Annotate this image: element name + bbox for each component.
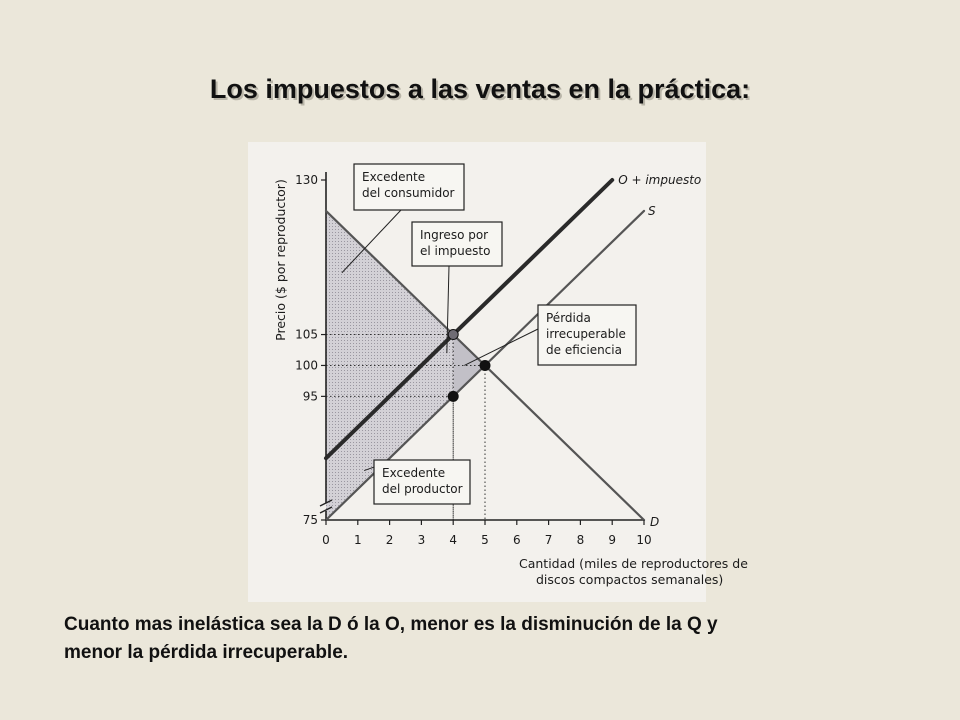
deadweight-loss-box-leader [464, 329, 538, 365]
y-axis-label: Precio ($ por reproductor) [273, 179, 288, 341]
deadweight-loss-box-text-2: irrecuperable [546, 327, 626, 341]
producer-surplus-box [364, 460, 470, 504]
deadweight-loss-box [464, 305, 636, 365]
curve-label-o-impuesto: O + impuesto [618, 173, 702, 187]
x-tick-label-10: 10 [636, 533, 652, 547]
x-tick-label-1: 1 [353, 533, 362, 547]
producer-surplus-box-text-2: del productor [382, 482, 463, 496]
tax-chart-svg [248, 142, 748, 602]
y-tick-label-100: 100 [295, 358, 318, 373]
y-tick-label-75: 75 [302, 513, 318, 527]
no-tax-equilibrium-point [480, 360, 490, 370]
x-axis-label-line2: discos compactos semanales) [536, 572, 724, 587]
deadweight-loss-box-text-1: Pérdida [546, 311, 591, 325]
x-tick-label-4: 4 [449, 533, 458, 547]
tax-revenue-box-text-2: el impuesto [420, 244, 491, 258]
y-tick-label-105: 105 [295, 327, 318, 342]
tax-equilibrium-point [448, 330, 458, 340]
deadweight-loss-box-text-3: de eficiencia [546, 343, 622, 357]
producer-surplus-box-text-1: Excedente [382, 466, 446, 480]
x-tick-label-6: 6 [512, 533, 521, 547]
consumer-surplus-box-text-1: Excedente [362, 170, 426, 184]
tax-revenue-box-text-1: Ingreso por [420, 228, 489, 242]
x-tick-label-9: 9 [608, 533, 617, 547]
slide-title: Los impuestos a las ventas en la práctica: [209, 74, 751, 104]
seller-price-point [448, 391, 458, 401]
caption-line-2: menor la pérdida irrecuperable. [64, 642, 349, 663]
x-tick-label-8: 8 [576, 533, 585, 547]
tax-chart [248, 142, 748, 602]
x-tick-label-2: 2 [385, 533, 394, 547]
curve-label-s: S [648, 203, 656, 218]
caption [64, 611, 904, 667]
x-tick-label-3: 3 [417, 533, 426, 547]
consumer-surplus-box-text-2: del consumidor [362, 186, 455, 200]
caption-line-1: Cuanto mas inelástica sea la D ó la O, menor es la disminución de la Q y [64, 614, 718, 635]
x-tick-label-5: 5 [481, 533, 489, 547]
x-tick-label-0: 0 [322, 533, 330, 547]
x-axis-label-line1: Cantidad (miles de reproductores de [519, 556, 748, 571]
y-tick-label-130: 130 [295, 173, 318, 187]
y-tick-label-95: 95 [302, 389, 318, 404]
x-tick-label-7: 7 [544, 533, 553, 547]
curve-label-d: D [650, 515, 660, 529]
